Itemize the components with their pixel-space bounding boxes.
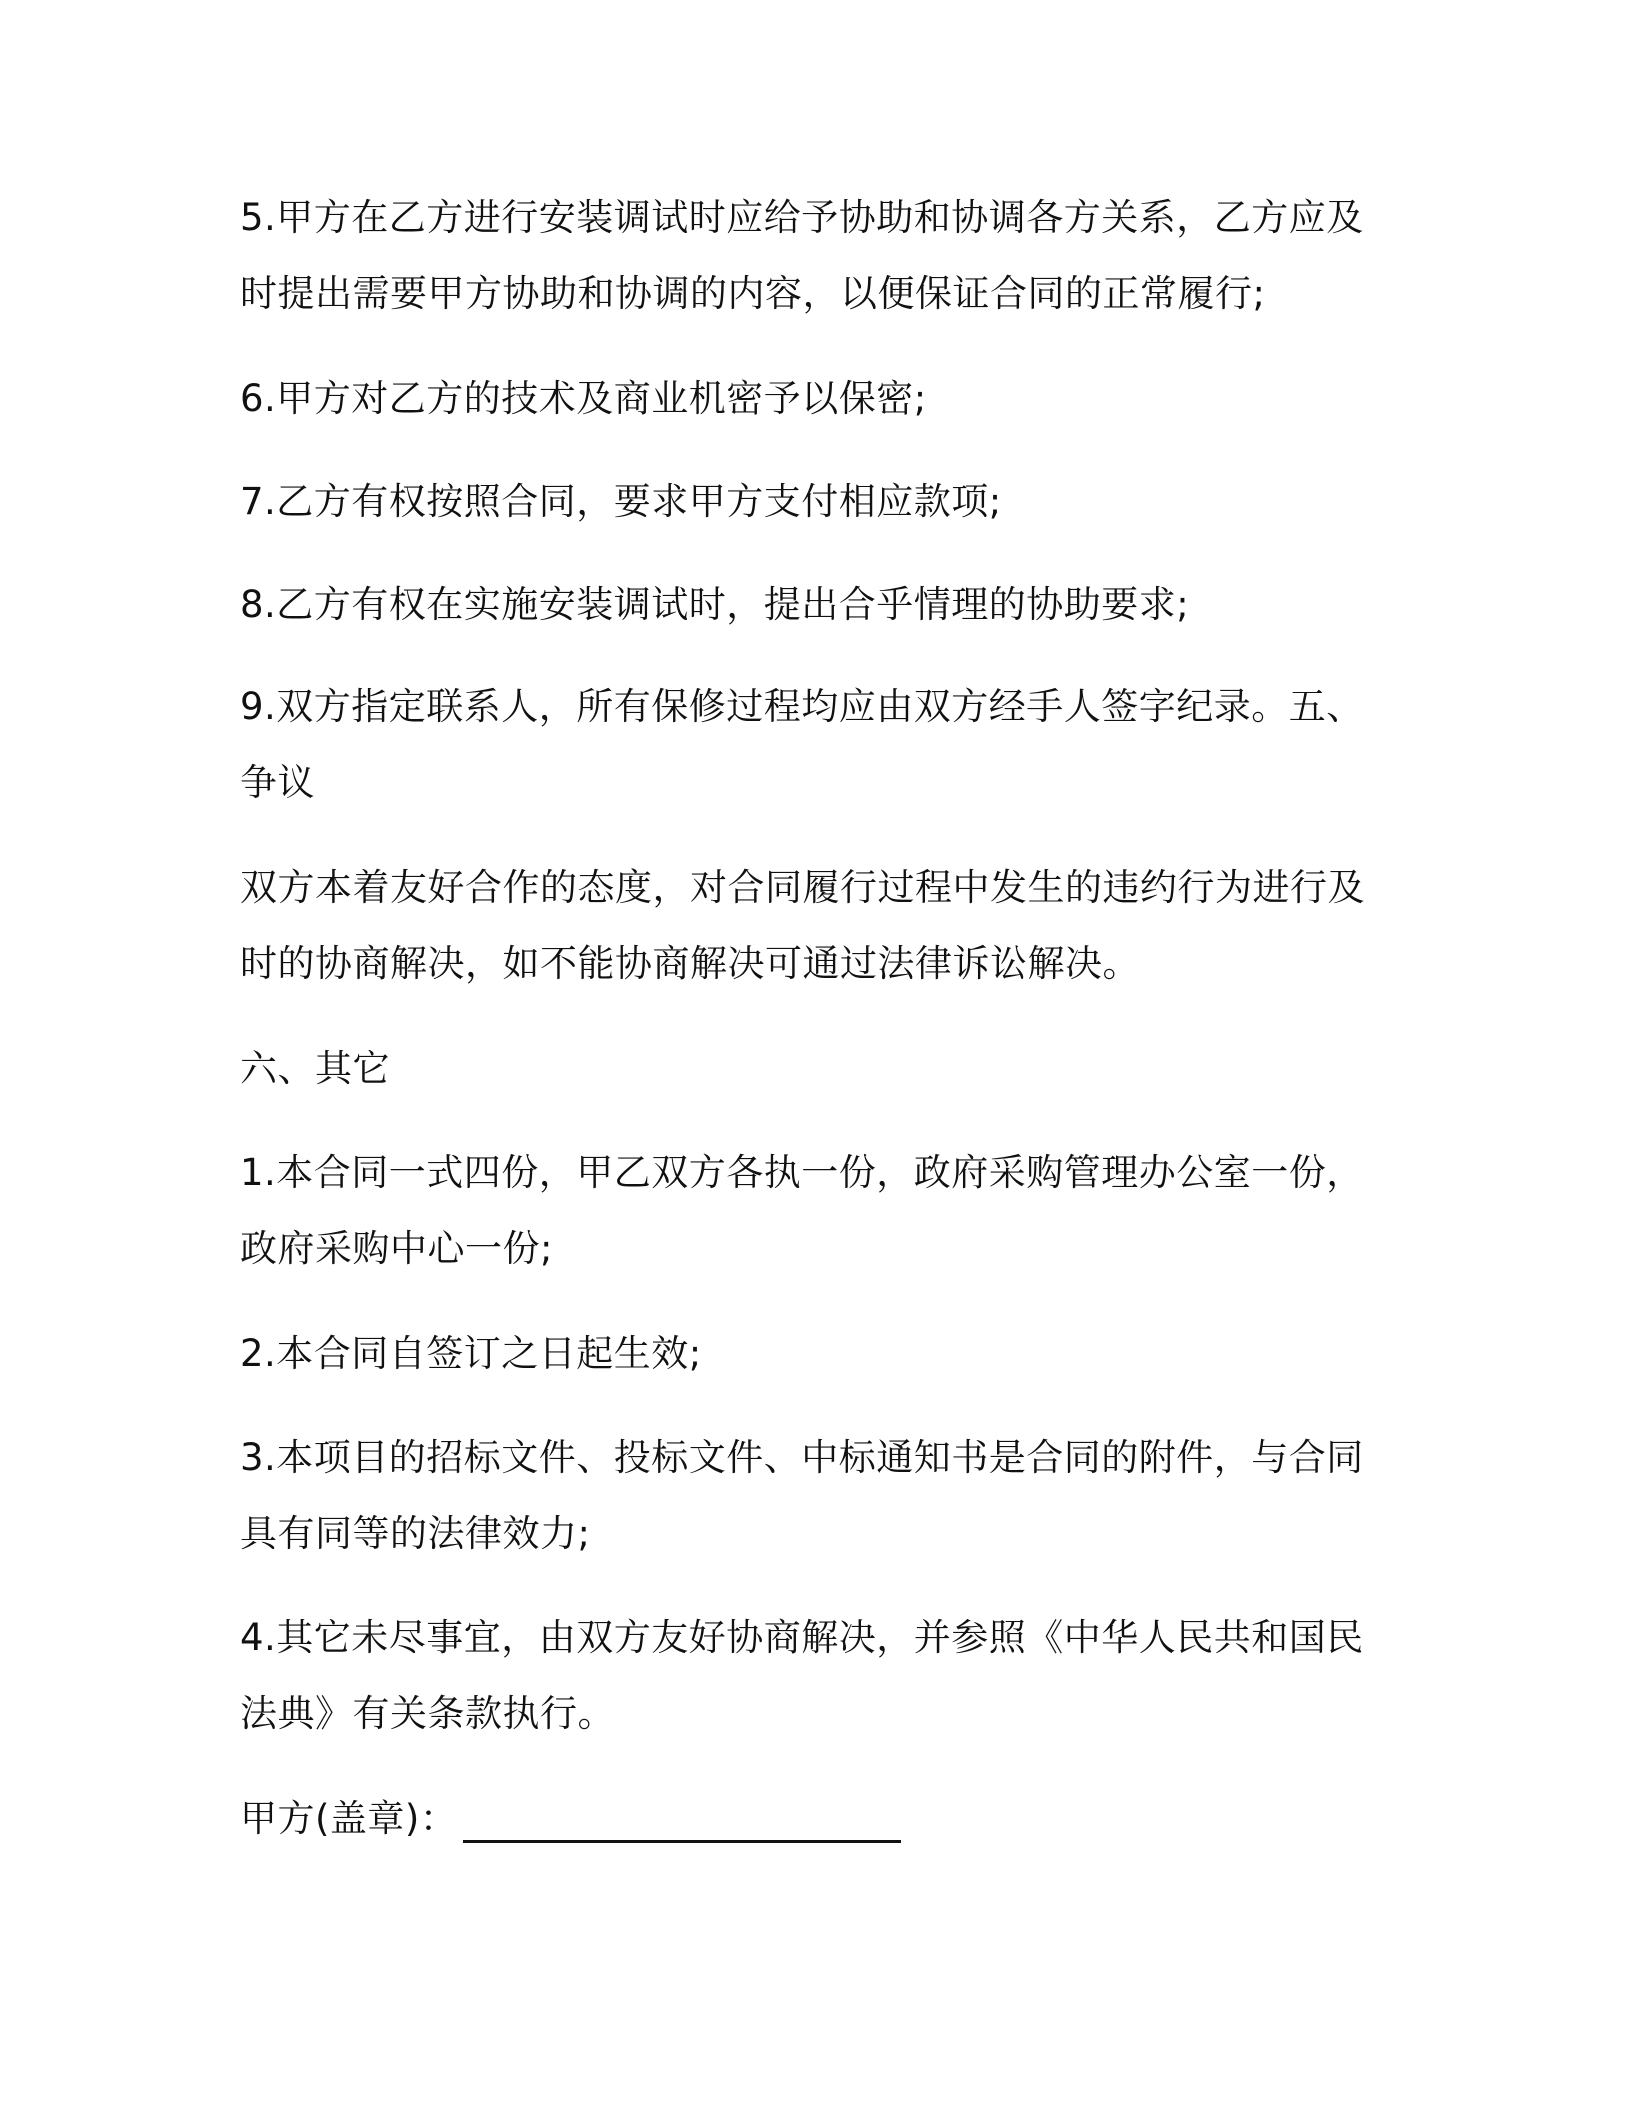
other-clause-1-line-2: 政府采购中心一份; <box>240 1227 553 1270</box>
party-a-signature-row <box>240 1795 901 1843</box>
other-clause-2: 2.本合同自签订之日起生效; <box>240 1332 702 1375</box>
clause-5-line-2: 时提出需要甲方协助和协调的内容，以便保证合同的正常履行; <box>240 272 1266 315</box>
other-clause-3-line-2: 具有同等的法律效力; <box>240 1512 591 1555</box>
dispute-paragraph-line-1: 双方本着友好合作的态度，对合同履行过程中发生的违约行为进行及 <box>240 866 1365 909</box>
clause-6: 6.甲方对乙方的技术及商业机密予以保密; <box>240 377 927 420</box>
clause-8: 8.乙方有权在实施安装调试时，提出合乎情理的协助要求; <box>240 583 1190 626</box>
dispute-paragraph-line-2: 时的协商解决，如不能协商解决可通过法律诉讼解决。 <box>240 942 1140 985</box>
clause-5-line-1: 5.甲方在乙方进行安装调试时应给予协助和协调各方关系，乙方应及 <box>240 196 1364 239</box>
section-heading-other: 六、其它 <box>240 1047 390 1090</box>
other-clause-4-line-2: 法典》有关条款执行。 <box>240 1692 615 1735</box>
signature-blank-line <box>463 1800 901 1843</box>
clause-9-line-2: 争议 <box>240 761 315 804</box>
other-clause-1-line-1: 1.本合同一式四份，甲乙双方各执一份，政府采购管理办公室一份， <box>240 1151 1364 1194</box>
party-a-seal-label: 甲方(盖章)： <box>240 1797 458 1840</box>
clause-7: 7.乙方有权按照合同，要求甲方支付相应款项; <box>240 480 1002 523</box>
clause-9-line-1: 9.双方指定联系人，所有保修过程均应由双方经手人签字纪录。五、 <box>240 685 1364 728</box>
other-clause-3-line-1: 3.本项目的招标文件、投标文件、中标通知书是合同的附件，与合同 <box>240 1436 1364 1479</box>
other-clause-4-line-1: 4.其它未尽事宜，由双方友好协商解决，并参照《中华人民共和国民 <box>240 1616 1364 1659</box>
